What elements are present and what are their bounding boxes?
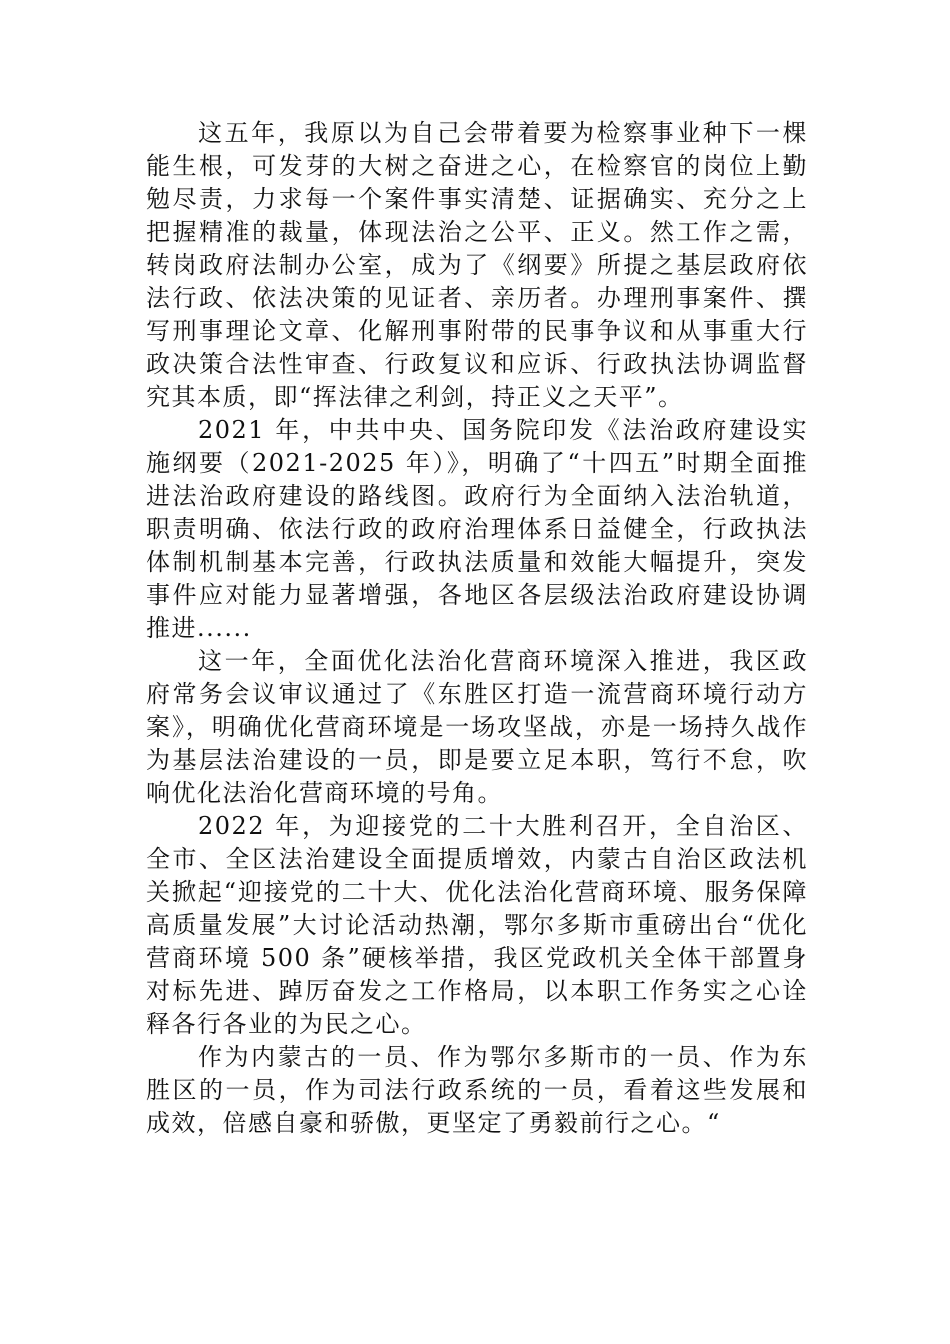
paragraph-2022: 2022 年，为迎接党的二十大胜利召开，全自治区、全市、全区法治建设全面提质增效，内蒙古自治区政法机关掀起“迎接党的二十大、优化法治化营商环境、服务保障高质量发展”大讨论活动热潮，鄂尔多斯市重磅出台“优化营商环境 500 条”硬核举措，我区党政机关全体干部置身对标先进、踔厉奋发之工作格局，以本职工作务实之心诠释各行各业的为民之心。 — [146, 812, 808, 1038]
document-body — [146, 117, 808, 1140]
paragraph-five-years: 这五年，我原以为自己会带着要为检察事业种下一棵能生根，可发芽的大树之奋进之心，在检察官的岗位上勤勉尽责，力求每一个案件事实清楚、证据确实、充分之上把握精准的裁量，体现法治之公平、正义。然工作之需，转岗政府法制办公室，成为了《纲要》所提之基层政府依法行政、依法决策的见证者、亲历者。办理刑事案件、撰写刑事理论文章、化解刑事附带的民事争议和从事重大行政决策合法性审查、行政复议和应诉、行政执法协调监督究其本质，即“挥法律之利剑，持正义之天平”。 — [146, 119, 808, 411]
paragraph-2021: 2021 年，中共中央、国务院印发《法治政府建设实施纲要（2021-2025 年）》，明确了“十四五”时期全面推进法治政府建设的路线图。政府行为全面纳入法治轨道，职责明确、依法行政的政府治理体系日益健全，行政执法体制机制基本完善，行政执法质量和效能大幅提升，突发事件应对能力显著增强，各地区各层级法治政府建设协调推进...... — [146, 416, 808, 642]
paragraph-as-a-member: 作为内蒙古的一员、作为鄂尔多斯市的一员、作为东胜区的一员，作为司法行政系统的一员，看着这些发展和成效，倍感自豪和骄傲，更坚定了勇毅前行之心。“ — [146, 1043, 808, 1137]
paragraph-this-year: 这一年，全面优化法治化营商环境深入推进，我区政府常务会议审议通过了《东胜区打造一流营商环境行动方案》，明确优化营商环境是一场攻坚战，亦是一场持久战作为基层法治建设的一员，即是要立足本职，笃行不怠，吹响优化法治化营商环境的号角。 — [146, 647, 808, 807]
